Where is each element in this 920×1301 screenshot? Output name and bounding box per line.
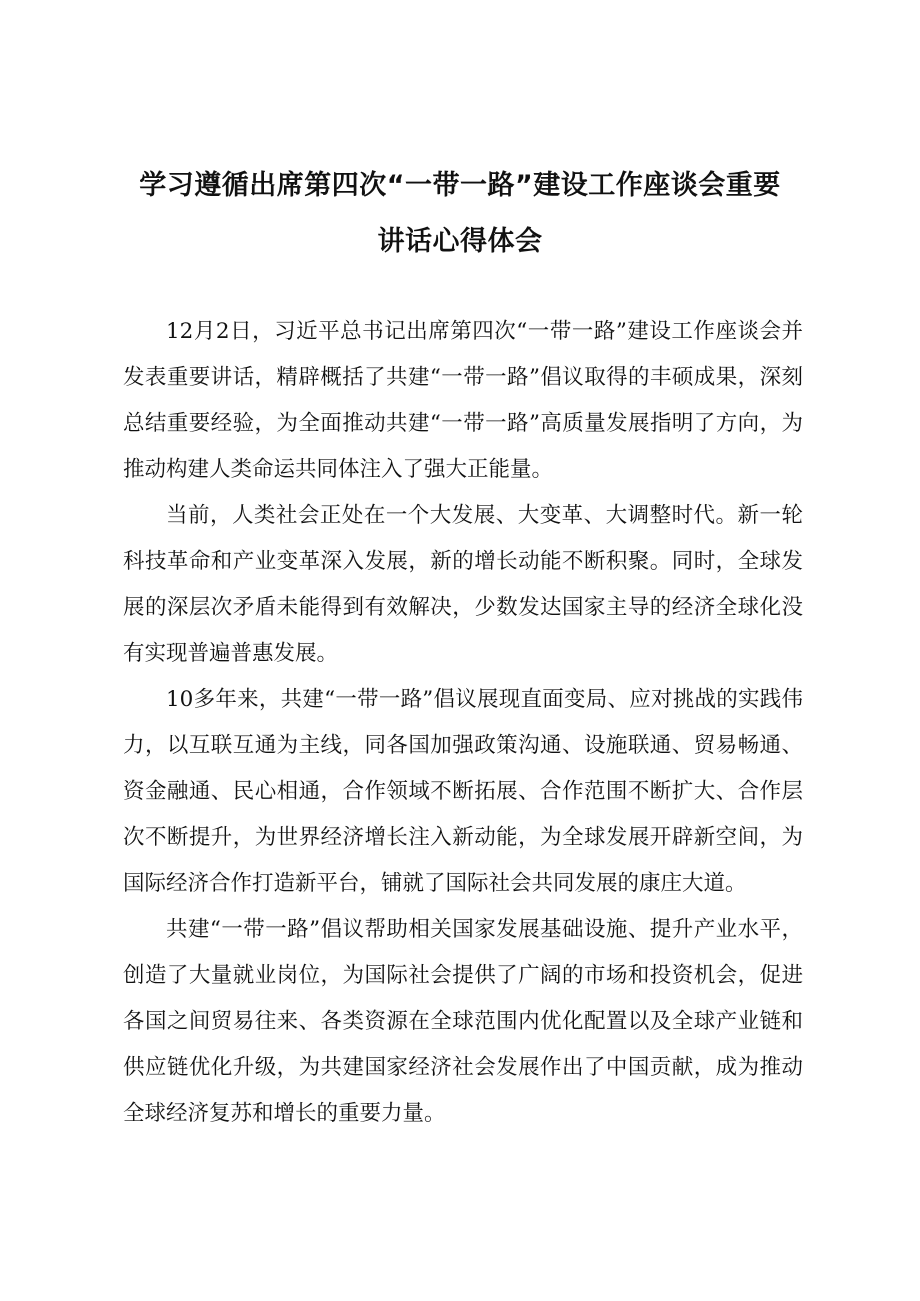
document-title-line-2: 讲话心得体会 <box>377 226 543 257</box>
document-body <box>123 309 803 1137</box>
paragraph-1: 12月2日，习近平总书记出席第四次“一带一路”建设工作座谈会并发表重要讲话，精辟概括了共建“一带一路”倡议取得的丰硕成果，深刻总结重要经验，为全面推动共建“一带一路”高质量发展指明了方向，为推动构建人类命运共同体注入了强大正能量。 <box>123 319 803 482</box>
paragraph-2: 当前，人类社会正处在一个大发展、大变革、大调整时代。新一轮科技革命和产业变革深入发展，新的增长动能不断积聚。同时，全球发展的深层次矛盾未能得到有效解决，少数发达国家主导的经济全球化没有实现普遍普惠发展。 <box>123 503 803 666</box>
document-title-line-1: 学习遵循出席第四次“一带一路”建设工作座谈会重要 <box>139 170 781 201</box>
paragraph-3: 10多年来，共建“一带一路”倡议展现直面变局、应对挑战的实践伟力，以互联互通为主线，同各国加强政策沟通、设施联通、贸易畅通、资金融通、民心相通，合作领域不断拓展、合作范围不断扩大、合作层次不断提升，为世界经济增长注入新动能，为全球发展开辟新空间，为国际经济合作打造新平台，铺就了国际社会共同发展的康庄大道。 <box>123 687 803 896</box>
paragraph-4: 共建“一带一路”倡议帮助相关国家发展基础设施、提升产业水平，创造了大量就业岗位，为国际社会提供了广阔的市场和投资机会，促进各国之间贸易往来、各类资源在全球范围内优化配置以及全球产业链和供应链优化升级，为共建国家经济社会发展作出了中国贡献，成为推动全球经济复苏和增长的重要力量。 <box>123 917 803 1126</box>
